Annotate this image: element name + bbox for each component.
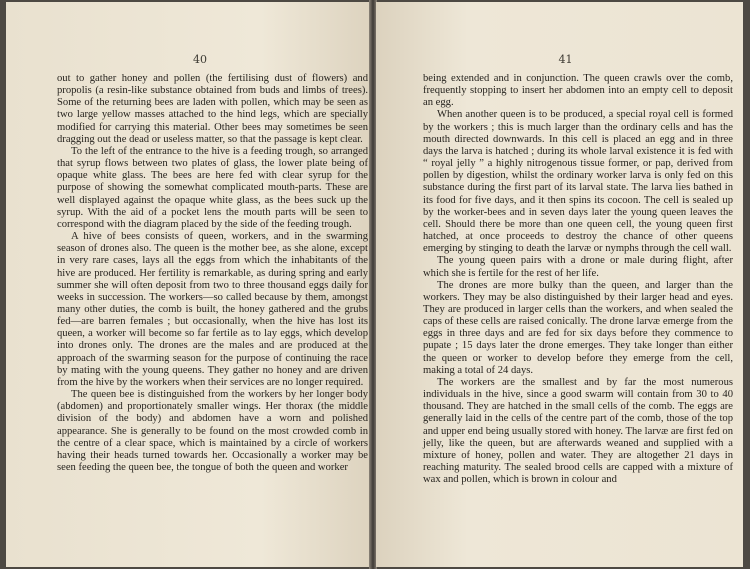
paragraph: The young queen pairs with a drone or male during flight, after which she is fertile for the rest of her life.: [423, 255, 733, 279]
paragraph: out to gather honey and pollen (the fertilising dust of flowers) and propolis (a resin-like substance obtained from buds and limbs of trees). Some of the returning bees are laden with pollen, which may be seen as two large yellow masses attached to the hind legs, which are specially modified for carrying this material. Other bees may sometimes be seen dragging out the dead or useless matter, so that the passage is kept clear.: [57, 73, 368, 145]
paragraph: being extended and in conjunction. The queen crawls over the comb, frequently stopping to insert her abdomen into an empty cell to deposit an egg.: [423, 73, 733, 109]
right-page: [376, 2, 743, 567]
page-body: [423, 73, 733, 486]
paragraph: The queen bee is distinguished from the workers by her longer body (abdomen) and proportionately smaller wings. Her thorax (the middle division of the body) and abdomen have a worn and polished appearance. She is generally to be found on the most crowded comb in the centre of a clear space, which is maintained by a circle of workers having their heads turned towards her. Occasionally a worker may be seen feeding the queen bee, the tongue of both the queen and worker: [57, 389, 368, 473]
paragraph: To the left of the entrance to the hive is a feeding trough, so arranged that syrup flows between two plates of glass, the lower plate being of opaque white glass. The bees are here fed with clear syrup for the purpose of showing the somewhat complicated mouth-parts. These are well displayed against the opaque white glass, as the bees suck up the syrup. With the aid of a pocket lens the mouth parts will be seen to correspond with the diagram placed by the side of the feeding trough.: [57, 145, 368, 230]
page-number: 41: [558, 53, 573, 66]
paragraph: The drones are more bulky than the queen, and larger than the workers. They may be also distinguished by their larger head and eyes. They are produced in larger cells than the workers, and when sealed the caps of these cells are raised conically. The drone larvæ emerge from the eggs in three days and are fed for six days before they commence to pupate ; 15 days later the drone emerges. They take longer than either the queen or worker to develop before they emerge from the cell, making a total of 24 days.: [423, 279, 733, 376]
paragraph: The workers are the smallest and by far the most numerous individuals in the hive, since a good swarm will contain from 30 to 40 thousand. They are hatched in the small cells of the comb. The eggs are generally laid in the cells of the centre part of the comb, those of the top and upper end being usually stored with honey. The larvæ are first fed on jelly, like the queen, but are afterwards weaned and supplied with a mixture of honey, pollen and water. They are altogether 21 days in reaching maturity. The sealed brood cells are capped with a mixture of wax and pollen, which is brown in colour and: [423, 376, 733, 486]
paragraph: A hive of bees consists of queen, workers, and in the swarming season of drones also. The queen is the mother bee, as she alone, except in very rare cases, lays all the eggs from which the inhabitants of the hive are produced. Her fertility is remarkable, as during spring and early summer she will often deposit from two to three thousand eggs daily for weeks in succession. The workers—so called because by them, amongst many other duties, the comb is built, the honey gathered and the grubs fed—are barren females ; but occasionally, when the hive has lost its queen, a worker will become so far fertile as to lay eggs, which develop into drones only. The drones are the males and are produced at the approach of the swarming season for the purpose of continuing the race by mating with the young queens. They gather no honey and are driven from the hive by the workers when their services are no longer required.: [57, 231, 368, 388]
page-body: [57, 73, 368, 474]
page-number: 40: [193, 53, 207, 66]
paragraph: When another queen is to be produced, a special royal cell is formed by the workers ; this is much larger than the ordinary cells and has the mouth directed downwards. In this cell is placed an egg and in three days the larva is hatched ; during its whole larval existence it is fed with “ royal jelly ” a highly nitrogenous tissue former, or pap, derived from pollen by digestion, whilst the ordinary worker larva is only fed on this substance during the first part of its larval state. The larva lies bathed in its food for five days, and it then spins its cocoon. The cell is sealed up by the worker-bees and in seven days later the young queen leaves the cell. Should there be more than one queen cell, the young queen first hatched, at once proceeds to destroy the chance of other queens emerging by stinging to death the larvæ or nymphs through the cell wall.: [423, 109, 733, 255]
left-page: [6, 2, 370, 567]
